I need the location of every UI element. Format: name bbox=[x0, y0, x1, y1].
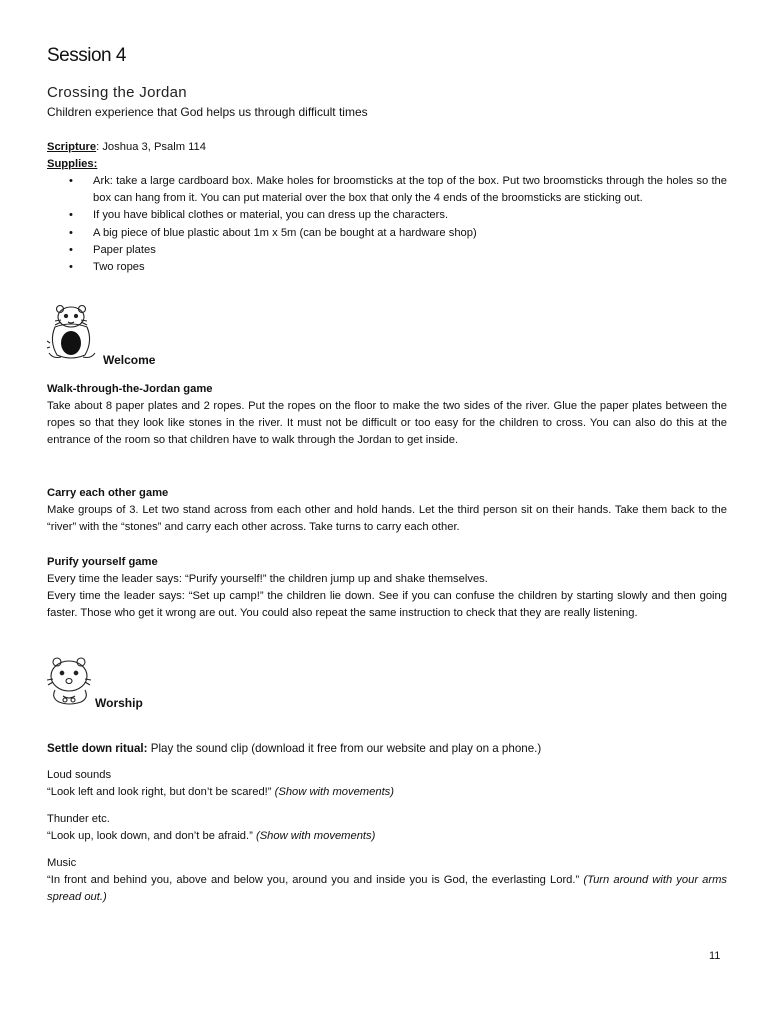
scripture-text: : Joshua 3, Psalm 114 bbox=[96, 141, 206, 153]
purify-game-title: Purify yourself game bbox=[47, 556, 158, 568]
session-tagline: Children experience that God helps us through difficult times bbox=[47, 105, 368, 119]
scripture-line bbox=[47, 139, 206, 156]
carry-game-text: Make groups of 3. Let two stand across from each other and hold hands. Let the third person sit on their hands. Take them back to the “river” with the “stones” and carry each other across. Take turns to carry each other. bbox=[47, 504, 727, 534]
worship-note: (Turn around with your arms spread out.) bbox=[47, 874, 728, 904]
worship-heading: Worship bbox=[95, 696, 143, 710]
ritual-label: Settle down ritual: bbox=[47, 742, 148, 755]
supplies-list bbox=[47, 173, 727, 276]
welcome-heading: Welcome bbox=[103, 353, 156, 367]
worship-cue: Music bbox=[47, 857, 77, 869]
worship-part-loud-sounds bbox=[47, 767, 727, 801]
supplies-item: • If you have biblical clothes or material, you can dress up the characters. bbox=[47, 207, 727, 224]
worship-note: (Show with movements) bbox=[255, 830, 376, 843]
hamster-singing-icon bbox=[47, 654, 97, 711]
purify-game-text-2: Every time the leader says: “Set up camp!” the children lie down. See if you can confuse the children by starting slowly and then going faster. Those who get it wrong are out. You could also repeat the same instruction to check that they are really listening. bbox=[47, 590, 727, 620]
purify-game-text-1: Every time the leader says: “Purify yourself!” the children jump up and shake themselves. bbox=[47, 573, 488, 585]
hamster-with-ball-icon bbox=[47, 303, 103, 368]
walk-through-game-title: Walk-through-the-Jordan game bbox=[47, 383, 213, 395]
supplies-item: • Paper plates bbox=[47, 242, 727, 259]
supplies-item: • Two ropes bbox=[47, 259, 727, 276]
carry-game-title: Carry each other game bbox=[47, 487, 169, 499]
worship-part-music bbox=[47, 855, 727, 907]
worship-cue: Thunder etc. bbox=[47, 813, 110, 825]
worship-line: “In front and behind you, above and below you, around you and inside you is God, the everlasting Lord.” (Turn around with your arms spread out.) bbox=[47, 874, 728, 904]
worship-line: “Look left and look right, but don’t be scared!” (Show with movements) bbox=[47, 786, 394, 799]
supplies-item: • A big piece of blue plastic about 1m x 5m (can be bought at a hardware shop) bbox=[47, 225, 727, 242]
session-subtitle: Crossing the Jordan bbox=[47, 84, 187, 101]
supplies-item: • Ark: take a large cardboard box. Make holes for broomsticks at the top of the box. Put two broomsticks through the holes so the box can hang from it. You can put material over the box that only the 4 ends of the broomsticks are sticking out. bbox=[47, 173, 727, 207]
worship-part-thunder bbox=[47, 811, 727, 845]
page-number: 11 bbox=[709, 950, 721, 962]
walk-through-game-text: Take about 8 paper plates and 2 ropes. Put the ropes on the floor to make the two sides of the river. Glue the paper plates between the ropes so that they look like stones in the river. It must not be difficult or too easy for the children to cross. You can also do this at the entrance of the room so that children have to walk through the Jordan to get inside. bbox=[47, 400, 727, 447]
worship-note: (Show with movements) bbox=[274, 786, 394, 799]
worship-cue: Loud sounds bbox=[47, 769, 112, 781]
scripture-label: Scripture bbox=[47, 141, 97, 153]
session-title: Session 4 bbox=[47, 45, 126, 66]
supplies-label: Supplies: bbox=[47, 158, 98, 170]
ritual-text: Play the sound clip (download it free from our website and play on a phone.) bbox=[147, 742, 542, 755]
worship-line: “Look up, look down, and don’t be afraid.” (Show with movements) bbox=[47, 830, 376, 843]
settle-down-ritual bbox=[47, 740, 727, 757]
